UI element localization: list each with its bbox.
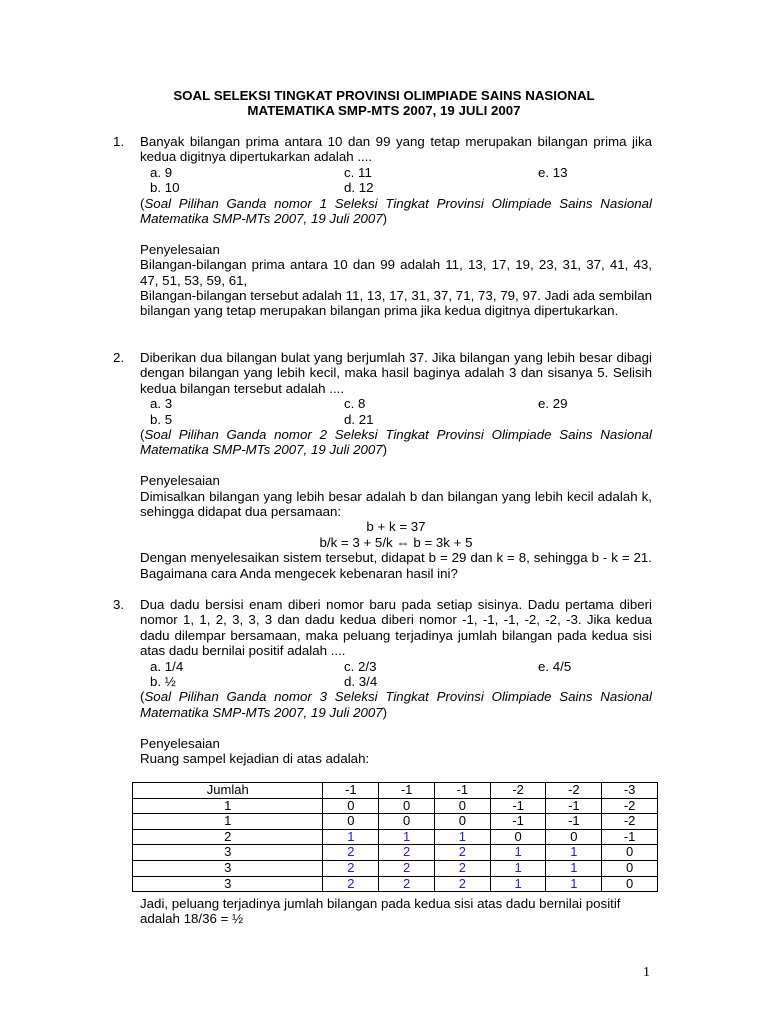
option-a: a. 1/4 <box>150 658 184 674</box>
document-title <box>0 88 768 119</box>
question-3 <box>113 597 653 766</box>
option-c: c. 8 <box>344 396 366 412</box>
table-header-cell: -2 <box>490 783 546 799</box>
source-close-paren: ) <box>382 704 388 720</box>
table-cell: -1 <box>490 814 546 830</box>
table-header-cell: -1 <box>323 783 379 799</box>
table-row <box>133 876 658 892</box>
table-row <box>133 814 658 830</box>
question-text: Dua dadu bersisi enam diberi nomor baru pada setiap sisinya. Dadu pertama diberi nomor 1, 1, 2, 3, 3, 3 dan dadu kedua diberi nomor -1, -1, -1, -2, -2, -3. Jika kedua dadu dilempar bersamaan, maka peluang terjadinya jumlah bilangan pada kedua sisi atas dadu bernilai positif adalah .... <box>140 597 652 659</box>
table-cell: -1 <box>546 798 602 814</box>
option-e: e. 29 <box>538 396 568 412</box>
source-open-paren: ( <box>140 427 145 443</box>
option-b: b. 5 <box>150 411 173 427</box>
table-cell: 2 <box>133 829 323 845</box>
option-d: d. 21 <box>344 411 374 427</box>
page-number: 1 <box>643 965 650 980</box>
option-e: e. 13 <box>538 164 568 180</box>
table-cell: 0 <box>434 798 490 814</box>
source-text: Soal Pilihan Ganda nomor 1 Seleksi Tingkat Provinsi Olimpiade Sains Nasional Matematika SMP-MTs 2007, 19 Juli 2007 <box>140 195 652 227</box>
table-cell: 0 <box>323 814 379 830</box>
source-close-paren: ) <box>382 211 388 227</box>
table-header-cell: -2 <box>546 783 602 799</box>
source-close-paren: ) <box>382 442 388 458</box>
option-b: b. 10 <box>150 180 180 196</box>
table-cell: 1 <box>133 814 323 830</box>
table-cell: 1 <box>434 829 490 845</box>
table-cell: 0 <box>379 814 435 830</box>
solution-heading: Penyelesaian <box>140 473 220 489</box>
table-cell: 1 <box>323 829 379 845</box>
table-row <box>133 829 658 845</box>
table-cell: 0 <box>546 829 602 845</box>
table-header-cell: -1 <box>379 783 435 799</box>
source-text: Soal Pilihan Ganda nomor 3 Seleksi Tingkat Provinsi Olimpiade Sains Nasional Matematika SMP-MTs 2007, 19 Juli 2007 <box>140 689 652 720</box>
title-line-2: MATEMATIKA SMP-MTS 2007, 19 JULI 2007 <box>247 103 521 119</box>
table-cell: 3 <box>133 860 323 876</box>
table-cell: 1 <box>379 829 435 845</box>
equation-1: b + k = 37 <box>366 519 426 535</box>
table-cell: 3 <box>133 845 323 861</box>
equation-2: b/k = 3 + 5/k ⇔ b = 3k + 5 <box>319 534 473 550</box>
solution-paragraph: Bilangan-bilangan tersebut adalah 11, 13, 17, 31, 37, 71, 73, 79, 97. Jadi ada sembilan bilangan yang tetap merupakan bilangan prima jika kedua digitnya dipertukarkan. <box>140 288 652 319</box>
table-header-cell: -1 <box>434 783 490 799</box>
table-cell: 1 <box>133 798 323 814</box>
table-cell: 1 <box>490 845 546 861</box>
table-cell: -1 <box>490 798 546 814</box>
solution-heading: Penyelesaian <box>140 735 220 751</box>
source-open-paren: ( <box>140 689 145 705</box>
table-row <box>133 798 658 814</box>
table-header-cell: Jumlah <box>133 783 323 799</box>
question-source <box>140 196 652 227</box>
table-cell: -2 <box>602 814 658 830</box>
option-b: b. ½ <box>150 674 176 690</box>
table-header-row <box>133 783 658 799</box>
table-cell: 2 <box>323 845 379 861</box>
table-cell: 2 <box>379 845 435 861</box>
question-source <box>140 427 652 458</box>
option-c: c. 2/3 <box>344 658 377 674</box>
solution-paragraph: Dengan menyelesaikan sistem tersebut, didapat b = 29 dan k = 8, sehingga b - k = 21. Bagaimana cara Anda mengecek kebenaran hasil ini? <box>140 550 652 581</box>
solution-paragraph: Dimisalkan bilangan yang lebih besar adalah b dan bilangan yang lebih kecil adalah k, sehingga didapat dua persamaan: <box>140 488 652 520</box>
answer-options <box>140 165 652 196</box>
question-number: 3. <box>113 597 125 612</box>
option-e: e. 4/5 <box>538 658 572 674</box>
table-row <box>133 845 658 861</box>
answer-options <box>140 659 652 690</box>
table-cell: 1 <box>546 845 602 861</box>
question-number: 2. <box>113 350 125 365</box>
question-2 <box>113 350 653 581</box>
solution-paragraph: Ruang sampel kejadian di atas adalah: <box>140 751 370 767</box>
table-cell: 2 <box>323 860 379 876</box>
table-cell: 0 <box>434 814 490 830</box>
table-cell: 0 <box>379 798 435 814</box>
table-row <box>133 860 658 876</box>
table-cell: 2 <box>323 876 379 892</box>
table-cell: 0 <box>323 798 379 814</box>
source-open-paren: ( <box>140 195 145 211</box>
option-c: c. 11 <box>344 164 372 180</box>
sample-space-table <box>132 782 658 892</box>
table-cell: -2 <box>602 798 658 814</box>
table-cell: 1 <box>490 876 546 892</box>
option-a: a. 3 <box>150 396 173 412</box>
table-cell: 1 <box>490 860 546 876</box>
solution-paragraph: Bilangan-bilangan prima antara 10 dan 99 adalah 11, 13, 17, 19, 23, 31, 37, 41, 43, 47, 51, 53, 59, 61, <box>140 257 652 288</box>
option-d: d. 12 <box>344 180 374 196</box>
table-cell: 3 <box>133 876 323 892</box>
table-cell: 2 <box>434 845 490 861</box>
question-text: Diberikan dua bilangan bulat yang berjumlah 37. Jika bilangan yang lebih besar dibagi dengan bilangan yang lebih kecil, maka hasil baginya adalah 3 dan sisanya 5. Selisih kedua bilangan tersebut adalah .... <box>140 350 652 396</box>
table-cell: 0 <box>602 876 658 892</box>
table-cell: -1 <box>602 829 658 845</box>
option-d: d. 3/4 <box>344 674 378 690</box>
source-text: Soal Pilihan Ganda nomor 2 Seleksi Tingkat Provinsi Olimpiade Sains Nasional Matematika SMP-MTs 2007, 19 Juli 2007 <box>140 427 652 458</box>
solution-heading: Penyelesaian <box>140 241 220 257</box>
question-number: 1. <box>113 134 125 149</box>
option-a: a. 9 <box>150 164 173 180</box>
question-1 <box>113 134 653 319</box>
answer-options <box>140 396 652 427</box>
table-cell: 0 <box>490 829 546 845</box>
table-cell: 2 <box>379 860 435 876</box>
table-cell: 0 <box>602 860 658 876</box>
question-source <box>140 689 652 720</box>
table-cell: 1 <box>546 876 602 892</box>
conclusion: Jadi, peluang terjadinya jumlah bilangan pada kedua sisi atas dadu bernilai positif adalah 18/36 = ½ <box>140 896 621 927</box>
title-line-1: SOAL SELEKSI TINGKAT PROVINSI OLIMPIADE SAINS NASIONAL <box>173 88 595 103</box>
table-cell: 2 <box>434 860 490 876</box>
table-cell: 2 <box>434 876 490 892</box>
table-cell: 0 <box>602 845 658 861</box>
question-text: Banyak bilangan prima antara 10 dan 99 yang tetap merupakan bilangan prima jika kedua digitnya dipertukarkan adalah .... <box>140 134 652 165</box>
table-cell: 2 <box>379 876 435 892</box>
table-cell: 1 <box>546 860 602 876</box>
table-cell: -1 <box>546 814 602 830</box>
table-header-cell: -3 <box>602 783 658 799</box>
